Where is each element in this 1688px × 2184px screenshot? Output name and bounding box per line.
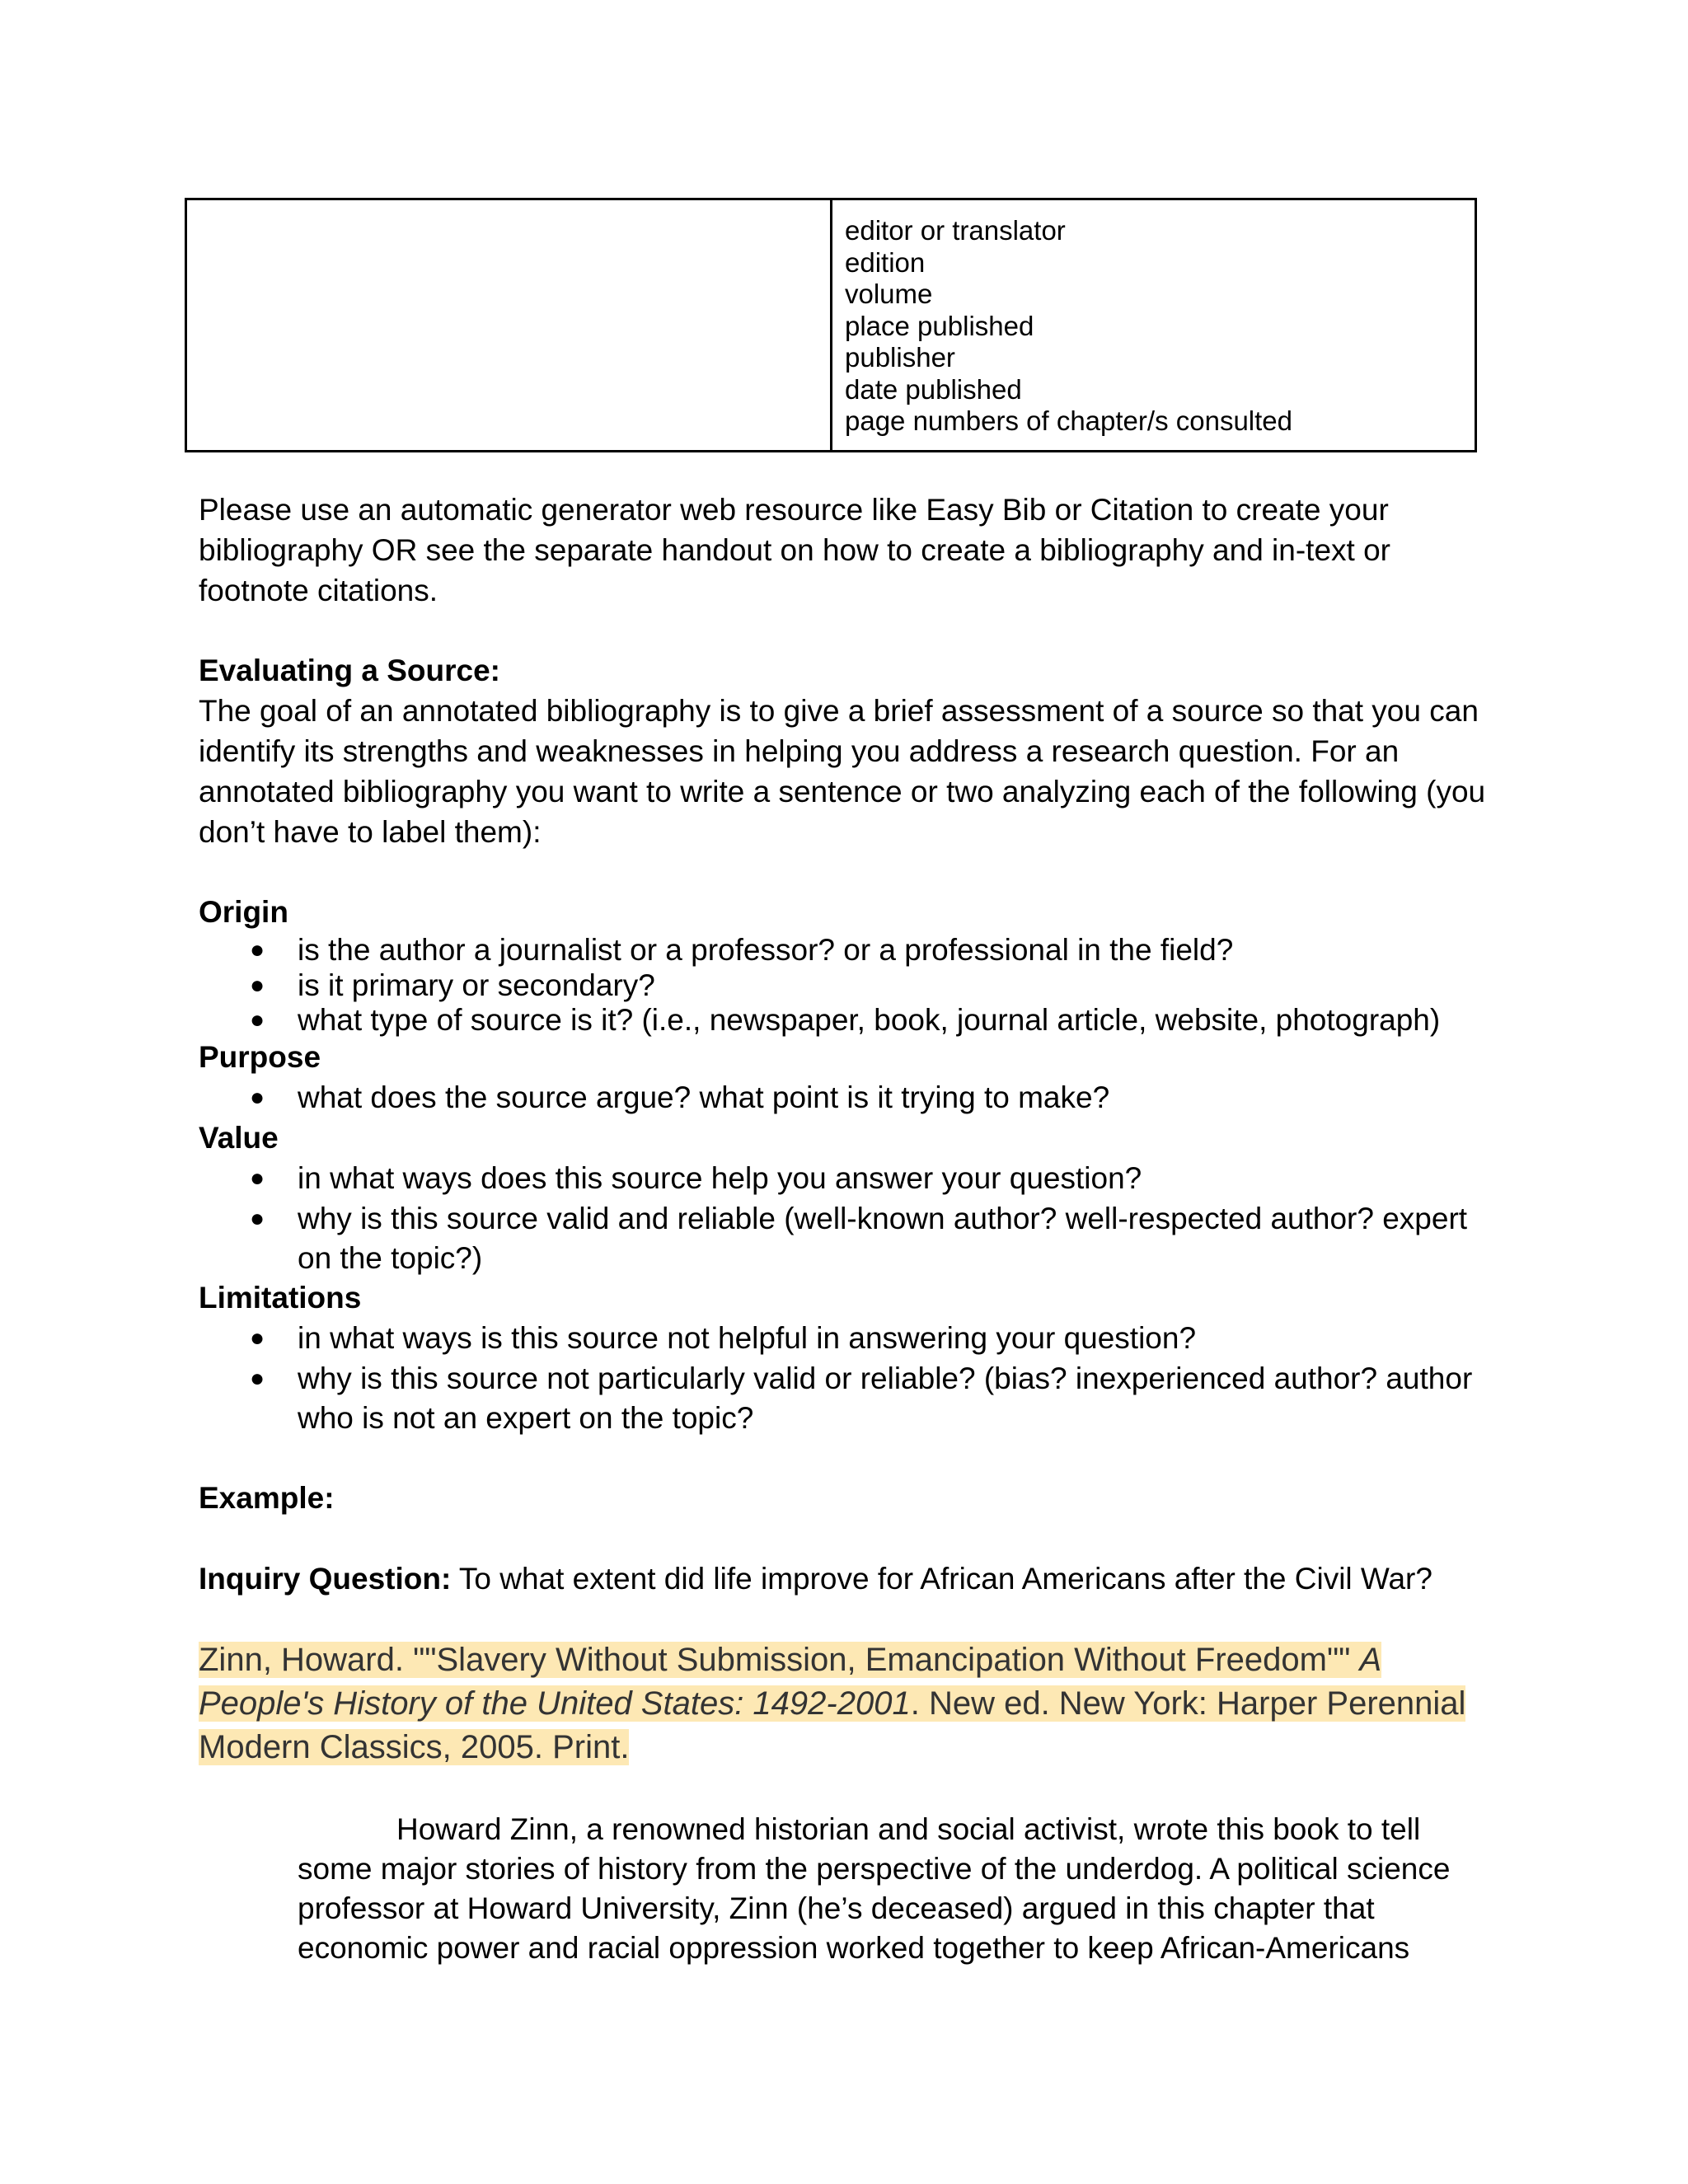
list-item-continuation [199, 1399, 1493, 1439]
list-item-text: is it primary or secondary? [298, 968, 655, 1002]
intro-line: bibliography OR see the separate handout on how to create a bibliography and in-text or [199, 533, 1390, 567]
bullet-icon: ● [250, 1006, 265, 1033]
citation-title: A [1359, 1642, 1382, 1678]
table-line: place published [845, 310, 1034, 341]
evaluating-line: The goal of an annotated bibliography is to give a brief assessment of a source so that you can [199, 694, 1479, 728]
limitations-list [199, 1319, 1493, 1439]
inquiry-question [199, 1558, 1493, 1599]
list-item [199, 1078, 1493, 1118]
bullet-icon: ● [250, 1165, 265, 1192]
annotation-line: professor at Howard University, Zinn (he’s deceased) argued in this chapter that [298, 1891, 1375, 1925]
source-info-table [185, 198, 1477, 452]
origin-list [199, 933, 1493, 1038]
annotation-line: some major stories of history from the perspective of the underdog. A political science [298, 1852, 1451, 1886]
purpose-list [199, 1078, 1493, 1118]
list-item [199, 1159, 1493, 1199]
annotation-paragraph [298, 1810, 1468, 1968]
list-item-text: is the author a journalist or a professor? or a professional in the field? [298, 933, 1234, 967]
evaluating-line: identify its strengths and weaknesses in helping you address a research question. For an [199, 734, 1400, 768]
table-cell-fields [832, 200, 1475, 450]
list-item [199, 1003, 1493, 1038]
citation-title: People's History of the United States: 1492-2001 [199, 1685, 911, 1722]
list-item-text: why is this source valid and reliable (well-known author? well-respected author? expert [298, 1201, 1468, 1235]
bullet-icon: ● [250, 1084, 265, 1111]
value-heading: Value [199, 1121, 279, 1155]
list-item [199, 933, 1493, 968]
evaluating-heading: Evaluating a Source: [199, 654, 500, 687]
table-cell-empty [187, 200, 832, 450]
list-item-continuation [199, 1239, 1493, 1279]
intro-line: footnote citations. [199, 574, 438, 607]
evaluating-section [199, 650, 1493, 852]
list-item-text: on the topic?) [298, 1241, 483, 1275]
bullet-icon: ● [250, 1364, 265, 1392]
table-line: editor or translator [845, 215, 1066, 246]
list-item [199, 1199, 1493, 1240]
table-line: page numbers of chapter/s consulted [845, 405, 1293, 436]
bullet-icon: ● [250, 936, 265, 963]
annotation-line: economic power and racial oppression worked together to keep African-Americans [298, 1931, 1410, 1965]
bullet-icon: ● [250, 1204, 265, 1232]
bullet-icon: ● [250, 1324, 265, 1352]
table-line: publisher [845, 342, 955, 373]
list-item-text: why is this source not particularly valid or reliable? (bias? inexperienced author? author [298, 1361, 1473, 1395]
origin-heading: Origin [199, 895, 288, 929]
list-item-text: what type of source is it? (i.e., newspaper, book, journal article, website, photograph) [298, 1003, 1441, 1037]
inquiry-label: Inquiry Question: [199, 1562, 452, 1596]
list-item-text: in what ways is this source not helpful in answering your question? [298, 1321, 1197, 1355]
list-item-text: who is not an expert on the topic? [298, 1401, 754, 1435]
list-item [199, 1359, 1493, 1399]
purpose-heading: Purpose [199, 1040, 321, 1074]
inquiry-text: To what extent did life improve for African Americans after the Civil War? [451, 1562, 1432, 1596]
bullet-icon: ● [250, 971, 265, 999]
citation-part: Zinn, Howard. ""Slavery Without Submission, Emancipation Without Freedom"" [199, 1642, 1360, 1678]
citation-entry [199, 1638, 1484, 1769]
list-item [199, 1319, 1493, 1359]
limitations-heading: Limitations [199, 1281, 362, 1315]
table-line: edition [845, 246, 926, 278]
citation-part: . New ed. New York: Harper Perennial [910, 1685, 1466, 1722]
evaluating-line: annotated bibliography you want to write a sentence or two analyzing each of the following (you [199, 775, 1486, 808]
example-heading: Example: [199, 1481, 335, 1515]
annotation-line: Howard Zinn, a renowned historian and social activist, wrote this book to tell [396, 1812, 1421, 1846]
evaluating-line: don’t have to label them): [199, 815, 542, 849]
value-list [199, 1159, 1493, 1279]
citation-part: Modern Classics, 2005. Print. [199, 1729, 630, 1765]
list-item-text: what does the source argue? what point is it trying to make? [298, 1080, 1110, 1114]
intro-paragraph [199, 490, 1493, 611]
list-item [199, 968, 1493, 1004]
table-line: volume [845, 279, 933, 309]
intro-line: Please use an automatic generator web resource like Easy Bib or Citation to create your [199, 493, 1389, 527]
list-item-text: in what ways does this source help you answer your question? [298, 1161, 1142, 1195]
table-line: date published [845, 373, 1022, 405]
